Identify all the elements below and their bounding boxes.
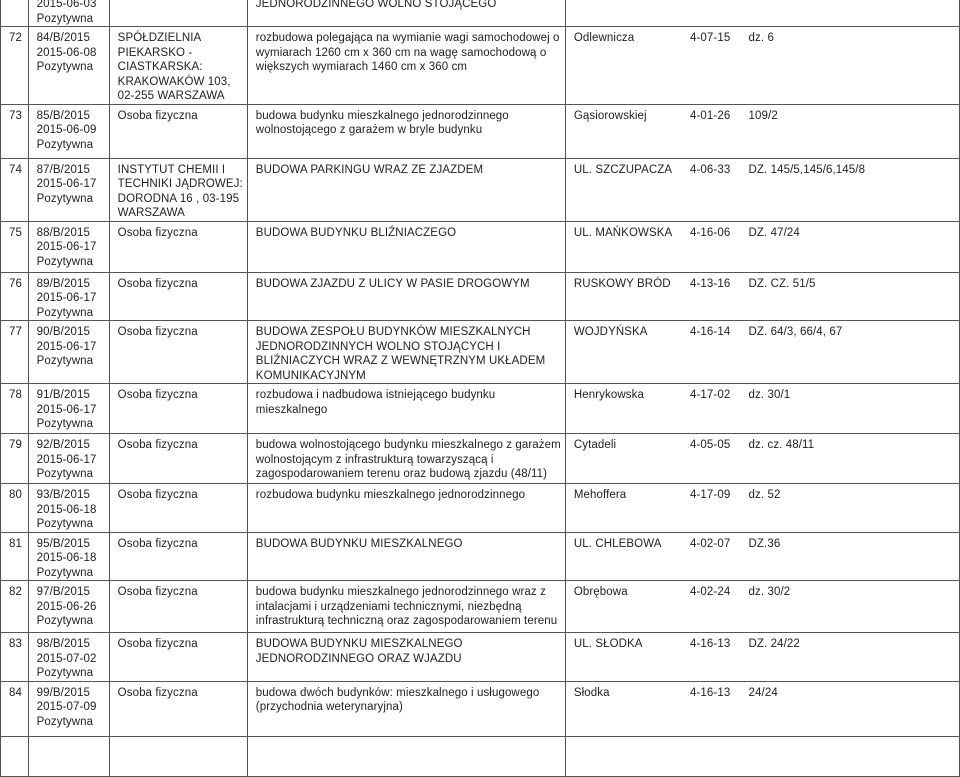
- map-sheet: [682, 384, 741, 434]
- map-sheet-line: 4-07-15: [689, 32, 731, 44]
- permit-sign-date-result-line: Pozytywna: [36, 192, 94, 205]
- table-row: [1, 681, 960, 736]
- parcel-line: 24/24: [748, 686, 778, 699]
- investor-line: 02-255 WARSZAWA: [117, 90, 225, 102]
- permit-sign-date-result-line: 88/B/2015: [36, 226, 90, 239]
- table-row: [1, 434, 960, 484]
- map-sheet-line: 4-05-05: [689, 439, 731, 451]
- permit-sign-date-result: [28, 221, 109, 272]
- street: [565, 384, 682, 434]
- permit-sign-date-result-line: Pozytywna: [36, 615, 94, 627]
- street-line: UL. CHLEBOWA: [573, 537, 662, 550]
- street: [565, 484, 682, 533]
- project-description-line: większych wymiarach 1460 cm x 360 cm: [255, 61, 468, 73]
- project-description-line: BUDOWA ZJAZDU Z ULICY W PASIE DROGOWYM: [255, 277, 530, 290]
- project-description: [247, 221, 565, 272]
- permit-sign-date-result-line: Pozytywna: [36, 355, 94, 367]
- row-number-line: 84: [9, 686, 22, 699]
- permit-sign-date-result-line: Pozytywna: [36, 418, 94, 430]
- permit-sign-date-result: [28, 484, 109, 533]
- row-number-line: 77: [9, 326, 22, 338]
- table-row: [1, 633, 960, 682]
- permit-sign-date-result: [28, 384, 109, 434]
- permit-sign-date-result-line: 2015-07-09: [36, 701, 97, 713]
- permit-sign-date-result: [28, 272, 109, 321]
- row-number: [1, 272, 29, 321]
- permit-sign-date-result-line: 90/B/2015: [36, 326, 90, 338]
- project-description-line: intalacjami i urządzeniami technicznymi, niezbędną: [255, 600, 522, 613]
- investor: [109, 0, 247, 27]
- project-description-line: budowa wolnostojącego budynku mieszkalnego z garażem: [255, 439, 561, 451]
- project-description: [247, 0, 565, 27]
- permit-sign-date-result-line: 84/B/2015: [36, 32, 90, 44]
- street: [565, 434, 682, 484]
- parcel-line: DZ. 47/24: [748, 226, 800, 239]
- street: [565, 681, 682, 736]
- permit-sign-date-result-line: 89/B/2015: [36, 277, 90, 290]
- project-description-line: KOMUNIKACYJNYM: [255, 369, 366, 382]
- permit-sign-date-result: [28, 158, 109, 221]
- permit-sign-date-result: [28, 681, 109, 736]
- map-sheet: [682, 736, 741, 776]
- row-number: [1, 484, 29, 533]
- investor-line: DORODNA 16 , 03-195: [117, 192, 240, 205]
- investor: [109, 633, 247, 682]
- investor: [109, 158, 247, 221]
- parcel: [741, 484, 960, 533]
- investor: [109, 484, 247, 533]
- project-description-line: budowa dwóch budynków: mieszkalnego i usługowego: [255, 686, 540, 699]
- table-row: [1, 581, 960, 633]
- table-row: [1, 736, 960, 776]
- permit-sign-date-result-line: 98/B/2015: [36, 638, 90, 650]
- parcel-line: DZ. 145/5,145/6,145/8: [748, 163, 866, 176]
- parcel: [741, 104, 960, 158]
- investor: [109, 532, 247, 581]
- parcel: [741, 0, 960, 27]
- street-line: Gąsiorowskiej: [573, 109, 647, 122]
- table-row: [1, 104, 960, 158]
- row-number-line: 73: [9, 109, 22, 122]
- parcel: [741, 633, 960, 682]
- investor-line: Osoba fizyczna: [117, 326, 198, 338]
- project-description: [247, 681, 565, 736]
- parcel: [741, 272, 960, 321]
- investor-line: TECHNIKI JĄDROWEJ:: [117, 178, 243, 190]
- map-sheet-line: 4-02-24: [689, 586, 731, 598]
- investor-line: KRAKOWAKÓW 103,: [117, 75, 231, 88]
- project-description-line: BUDOWA BUDYNKU MIESZKALNEGO: [255, 638, 463, 650]
- investor-line: Osoba fizyczna: [117, 686, 198, 699]
- project-description-line: BLIŹNIACZYCH WRAZ Z WEWNĘTRZNYM UKŁADEM: [255, 355, 546, 367]
- street: [565, 158, 682, 221]
- project-description-line: infrastrukturą techniczną oraz zagospodarowaniem terenu: [255, 615, 558, 627]
- permit-sign-date-result-line: Pozytywna: [36, 138, 94, 151]
- street-line: Cytadeli: [573, 439, 617, 451]
- parcel: [741, 681, 960, 736]
- map-sheet: [682, 272, 741, 321]
- street: [565, 27, 682, 105]
- row-number: [1, 27, 29, 105]
- project-description: [247, 581, 565, 633]
- row-number-line: 78: [9, 389, 22, 401]
- street: [565, 104, 682, 158]
- map-sheet-line: 4-01-26: [689, 109, 731, 122]
- project-description: [247, 321, 565, 384]
- map-sheet: [682, 532, 741, 581]
- map-sheet: [682, 681, 741, 736]
- street-line: UL. SŁODKA: [573, 638, 643, 650]
- project-description-line: wymiarach 1260 cm x 360 cm na wagę samochodową o: [255, 46, 547, 59]
- table-row: [1, 158, 960, 221]
- project-description: [247, 27, 565, 105]
- permit-sign-date-result-line: 95/B/2015: [36, 537, 90, 550]
- permit-sign-date-result-line: 2015-06-18: [36, 503, 97, 516]
- map-sheet-line: 4-17-09: [689, 489, 731, 501]
- permit-sign-date-result-line: 93/B/2015: [36, 489, 90, 501]
- street: [565, 0, 682, 27]
- street-line: Odlewnicza: [573, 32, 635, 44]
- permit-sign-date-result-line: 85/B/2015: [36, 109, 90, 122]
- investor-line: Osoba fizyczna: [117, 109, 198, 122]
- investor: [109, 321, 247, 384]
- row-number: [1, 158, 29, 221]
- project-description-line: BUDOWA PARKINGU WRAZ ZE ZJAZDEM: [255, 163, 484, 176]
- permit-sign-date-result-line: 2015-06-09: [36, 124, 97, 136]
- investor-line: Osoba fizyczna: [117, 489, 198, 501]
- investor: [109, 434, 247, 484]
- map-sheet-line: 4-06-33: [689, 163, 731, 176]
- investor-line: Osoba fizyczna: [117, 439, 198, 451]
- investor: [109, 221, 247, 272]
- investor: [109, 104, 247, 158]
- investor-line: CIASTKARSKA:: [117, 61, 203, 73]
- row-number: [1, 104, 29, 158]
- project-description-line: BUDOWA ZESPOŁU BUDYNKÓW MIESZKALNYCH: [255, 326, 531, 338]
- street-line: UL. SZCZUPACZA: [573, 163, 673, 176]
- permit-sign-date-result-line: Pozytywna: [36, 518, 94, 530]
- permit-sign-date-result: [28, 633, 109, 682]
- street-line: UL. MAŃKOWSKA: [573, 226, 673, 239]
- permit-sign-date-result: [28, 581, 109, 633]
- table-row-top-partial: [1, 0, 960, 27]
- project-description-line: BUDOWA BUDYNKU MIESZKALNEGO: [255, 537, 463, 550]
- project-description: [247, 736, 565, 776]
- map-sheet-line: 4-13-16: [689, 277, 731, 290]
- investor-line: Osoba fizyczna: [117, 389, 198, 401]
- permit-sign-date-result: [28, 104, 109, 158]
- map-sheet: [682, 484, 741, 533]
- map-sheet: [682, 0, 741, 27]
- permit-sign-date-result-line: 2015-06-17: [36, 241, 97, 253]
- parcel: [741, 736, 960, 776]
- parcel-line: DZ.36: [748, 537, 781, 550]
- row-number-line: 81: [9, 537, 22, 550]
- street: [565, 581, 682, 633]
- permits-table-body: [1, 0, 960, 776]
- permit-sign-date-result-line: 2015-06-17: [36, 178, 97, 190]
- table-row: [1, 27, 960, 105]
- map-sheet: [682, 633, 741, 682]
- table-row: [1, 532, 960, 581]
- map-sheet-line: 4-17-02: [689, 389, 731, 401]
- investor-line: PIEKARSKO -: [117, 46, 193, 59]
- street: [565, 272, 682, 321]
- row-number-line: 80: [9, 489, 22, 501]
- parcel-line: DZ. CZ. 51/5: [748, 277, 816, 290]
- investor: [109, 384, 247, 434]
- project-description-line: JEDNORODZINNYCH WOLNO STOJĄCYCH I: [255, 340, 501, 353]
- project-description-line: mieszkalnego: [255, 403, 328, 416]
- permit-sign-date-result-line: Pozytywna: [36, 61, 94, 73]
- table-row: [1, 221, 960, 272]
- street: [565, 633, 682, 682]
- row-number-line: 79: [9, 439, 22, 451]
- table-row: [1, 272, 960, 321]
- permit-sign-date-result-line: 2015-06-03: [36, 0, 97, 10]
- street: [565, 221, 682, 272]
- street-line: Mehoffera: [573, 489, 627, 501]
- map-sheet-line: 4-16-13: [689, 686, 731, 699]
- map-sheet-line: 4-16-13: [689, 638, 731, 650]
- project-description: [247, 434, 565, 484]
- row-number-line: 76: [9, 277, 22, 290]
- parcel-line: dz. 30/2: [748, 586, 791, 598]
- permit-sign-date-result-line: Pozytywna: [36, 715, 94, 728]
- parcel: [741, 27, 960, 105]
- permit-sign-date-result-line: 2015-06-17: [36, 403, 97, 416]
- permit-sign-date-result-line: 87/B/2015: [36, 163, 90, 176]
- permit-sign-date-result: [28, 0, 109, 27]
- permit-sign-date-result-line: 92/B/2015: [36, 439, 90, 451]
- parcel: [741, 434, 960, 484]
- permit-sign-date-result: [28, 27, 109, 105]
- project-description-line: rozbudowa i nadbudowa istniejącego budynku: [255, 389, 496, 401]
- project-description-line: JEDNORODZINNEGO ORAZ WJAZDU: [255, 652, 462, 665]
- investor: [109, 272, 247, 321]
- parcel: [741, 384, 960, 434]
- street-line: Obrębowa: [573, 586, 628, 598]
- project-description-line: rozbudowa polegająca na wymianie wagi samochodowej o: [255, 32, 560, 44]
- row-number: [1, 0, 29, 27]
- permit-sign-date-result-line: Pozytywna: [36, 667, 94, 679]
- permit-sign-date-result: [28, 532, 109, 581]
- parcel-line: dz. 52: [748, 489, 781, 501]
- table-row: [1, 484, 960, 533]
- row-number: [1, 321, 29, 384]
- parcel-line: dz. 30/1: [748, 389, 791, 401]
- project-description: [247, 633, 565, 682]
- row-number: [1, 681, 29, 736]
- table-row: [1, 384, 960, 434]
- street: [565, 321, 682, 384]
- street: [565, 736, 682, 776]
- project-description-line: wolnostojącego z garażem w bryle budynku: [255, 124, 483, 136]
- investor-line: SPÓŁDZIELNIA: [117, 32, 202, 44]
- parcel: [741, 581, 960, 633]
- project-description-line: rozbudowa budynku mieszkalnego jednorodzinnego: [255, 489, 526, 501]
- row-number: [1, 633, 29, 682]
- investor: [109, 27, 247, 105]
- map-sheet: [682, 581, 741, 633]
- street-line: Słodka: [573, 686, 610, 699]
- project-description-line: (przychodnia weterynaryjna): [255, 701, 403, 713]
- row-number: [1, 221, 29, 272]
- permit-sign-date-result-line: Pozytywna: [36, 468, 94, 480]
- permit-sign-date-result-line: 2015-06-17: [36, 340, 97, 353]
- project-description: [247, 384, 565, 434]
- permit-sign-date-result: [28, 321, 109, 384]
- permit-sign-date-result-line: 97/B/2015: [36, 586, 90, 598]
- permit-sign-date-result-line: 2015-06-17: [36, 453, 97, 466]
- permit-sign-date-result-line: 2015-06-17: [36, 292, 97, 304]
- map-sheet: [682, 321, 741, 384]
- investor-line: INSTYTUT CHEMII I: [117, 163, 226, 176]
- project-description: [247, 532, 565, 581]
- investor-line: Osoba fizyczna: [117, 638, 198, 650]
- project-description-line: budowa budynku mieszkalnego jednorodzinnego: [255, 109, 509, 122]
- row-number-line: 72: [9, 32, 22, 44]
- parcel: [741, 221, 960, 272]
- parcel: [741, 321, 960, 384]
- investor-line: Osoba fizyczna: [117, 586, 198, 598]
- parcel-line: 109/2: [748, 109, 778, 122]
- project-description-line: zagospodarowaniem terenu oraz budową zjazdu (48/11): [255, 468, 548, 480]
- investor: [109, 681, 247, 736]
- investor-line: Osoba fizyczna: [117, 537, 198, 550]
- investor-line: Osoba fizyczna: [117, 226, 198, 239]
- investor-line: Osoba fizyczna: [117, 277, 198, 290]
- permit-sign-date-result-line: 99/B/2015: [36, 686, 90, 699]
- map-sheet-line: 4-16-06: [689, 226, 731, 239]
- row-number: [1, 532, 29, 581]
- parcel-line: DZ. 24/22: [748, 638, 800, 650]
- row-number: [1, 736, 29, 776]
- permit-sign-date-result-line: Pozytywna: [36, 566, 94, 579]
- project-description-line: JEDNORODZINNEGO WOLNO STOJĄCEGO: [255, 0, 497, 10]
- map-sheet: [682, 104, 741, 158]
- row-number-line: 83: [9, 638, 22, 650]
- project-description-line: BUDOWA BUDYNKU BLIŹNIACZEGO: [255, 226, 457, 239]
- investor: [109, 736, 247, 776]
- parcel-line: DZ. 64/3, 66/4, 67: [748, 326, 843, 338]
- project-description: [247, 104, 565, 158]
- table-row: [1, 321, 960, 384]
- permit-sign-date-result-line: Pozytywna: [36, 12, 94, 25]
- permit-sign-date-result: [28, 736, 109, 776]
- permit-sign-date-result-line: 91/B/2015: [36, 389, 90, 401]
- map-sheet: [682, 27, 741, 105]
- investor-line: WARSZAWA: [117, 207, 185, 219]
- street-line: RUSKOWY BRÓD: [573, 277, 671, 290]
- permit-sign-date-result-line: Pozytywna: [36, 306, 94, 319]
- project-description: [247, 484, 565, 533]
- investor: [109, 581, 247, 633]
- street-line: Henrykowska: [573, 389, 644, 401]
- project-description-line: wolnostojącym z infrastrukturą towarzyszącą i: [255, 453, 494, 466]
- map-sheet: [682, 158, 741, 221]
- permit-sign-date-result-line: 2015-06-26: [36, 600, 97, 613]
- permit-sign-date-result-line: 2015-06-08: [36, 46, 97, 59]
- project-description: [247, 272, 565, 321]
- row-number-line: 82: [9, 586, 22, 598]
- row-number: [1, 384, 29, 434]
- parcel-line: dz. 6: [748, 32, 774, 44]
- row-number: [1, 581, 29, 633]
- parcel: [741, 158, 960, 221]
- project-description-line: budowa budynku mieszkalnego jednorodzinnego wraz z: [255, 586, 546, 598]
- map-sheet: [682, 221, 741, 272]
- row-number-line: 75: [9, 226, 22, 239]
- map-sheet-line: 4-02-07: [689, 537, 731, 550]
- permit-sign-date-result-line: 2015-07-02: [36, 652, 97, 665]
- map-sheet: [682, 434, 741, 484]
- street: [565, 532, 682, 581]
- project-description: [247, 158, 565, 221]
- row-number-line: 74: [9, 163, 22, 176]
- permit-sign-date-result: [28, 434, 109, 484]
- street-line: WOJDYŃSKA: [573, 326, 648, 338]
- permit-sign-date-result-line: Pozytywna: [36, 255, 94, 268]
- parcel: [741, 532, 960, 581]
- permit-sign-date-result-line: 2015-06-18: [36, 552, 97, 564]
- map-sheet-line: 4-16-14: [689, 326, 731, 338]
- row-number: [1, 434, 29, 484]
- parcel-line: dz. cz. 48/11: [748, 439, 815, 451]
